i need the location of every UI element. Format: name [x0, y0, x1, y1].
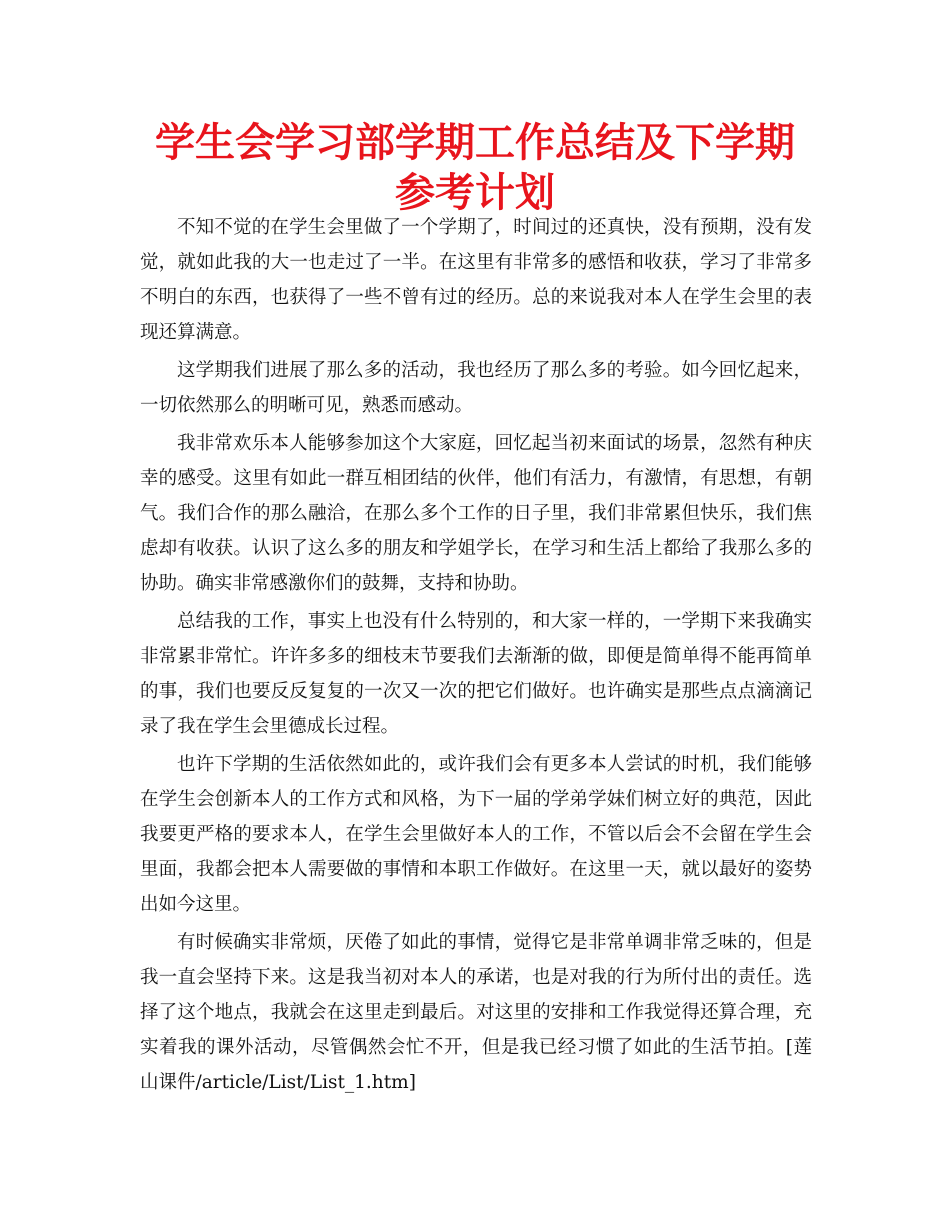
- paragraph-3: 我非常欢乐本人能够参加这个大家庭，回忆起当初来面试的场景，忽然有种庆幸的感受。这里有如此一群互相团结的伙伴，他们有活力，有激情，有思想，有朝气。我们合作的那么融洽，在那么多个工作的日子里，我们非常累但快乐，我们焦虑却有收获。认识了这么多的朋友和学姐学长，在学习和生活上都给了我那么多的协助。确实非常感激你们的鼓舞，支持和协助。: [140, 433, 812, 594]
- document-body: [140, 210, 812, 1103]
- paragraph-4: 总结我的工作，事实上也没有什么特别的，和大家一样的，一学期下来我确实非常累非常忙。许许多多的细枝末节要我们去渐渐的做，即便是简单得不能再简单的事，我们也要反反复复的一次又一次的把它们做好。也许确实是那些点点滴滴记录了我在学生会里德成长过程。: [140, 611, 812, 737]
- paragraph-6: 有时候确实非常烦，厌倦了如此的事情，觉得它是非常单调非常乏味的，但是我一直会坚持下来。这是我当初对本人的承诺，也是对我的行为所付出的责任。选择了这个地点，我就会在这里走到最后。对这里的安排和工作我觉得还算合理，充实着我的课外活动，尽管偶然会忙不开，但是我已经习惯了如此的生活节拍。[莲山课件/article/List/List_1.htm]: [140, 932, 812, 1093]
- paragraph-2: 这学期我们进展了那么多的活动，我也经历了那么多的考验。如今回忆起来，一切依然那么的明晰可见，熟悉而感动。: [140, 360, 812, 416]
- paragraph-5: 也许下学期的生活依然如此的，或许我们会有更多本人尝试的时机，我们能够在学生会创新本人的工作方式和风格，为下一届的学弟学妹们树立好的典范，因此我要更严格的要求本人，在学生会里做好本人的工作，不管以后会不会留在学生会里面，我都会把本人需要做的事情和本职工作做好。在这里一天，就以最好的姿势出如今这里。: [140, 754, 812, 915]
- paragraph-1: 不知不觉的在学生会里做了一个学期了，时间过的还真快，没有预期，没有发觉，就如此我的大一也走过了一半。在这里有非常多的感悟和收获，学习了非常多不明白的东西，也获得了一些不曾有过的经历。总的来说我对本人在学生会里的表现还算满意。: [140, 217, 812, 343]
- document-title: 学生会学习部学期工作总结及下学期参考计划: [155, 120, 795, 216]
